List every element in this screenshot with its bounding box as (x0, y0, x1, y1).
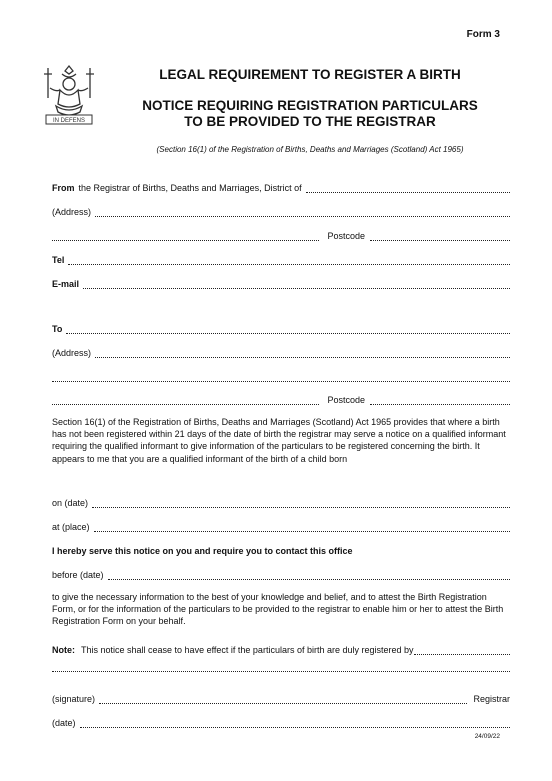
from-label: From (52, 183, 75, 193)
to-address-line-3-field[interactable] (52, 395, 319, 405)
royal-crest-icon (38, 62, 100, 130)
from-postcode-row (52, 229, 510, 241)
signature-field[interactable] (99, 694, 467, 704)
purpose-paragraph: to give the necessary information to the best of your knowledge and belief, and to attest the Birth Registration Form, or for the information of the particulars to be provided to the registrar to enable him or her to attest the Birth Registration Form on your behalf. (52, 592, 504, 627)
from-address-line-2-field[interactable] (52, 231, 319, 241)
at-place-label: at (place) (52, 522, 90, 532)
crest-motto: IN DEFENS (52, 118, 86, 124)
email-field[interactable] (83, 279, 510, 289)
notice-heading-line-2: TO BE PROVIDED TO THE REGISTRAR (184, 114, 436, 129)
from-postcode-field[interactable] (370, 231, 510, 241)
before-date-row (52, 568, 510, 580)
registered-by-date-field[interactable] (414, 645, 510, 655)
to-address-line-2-row (52, 370, 510, 382)
to-postcode-row (52, 393, 510, 405)
to-name-field[interactable] (66, 324, 510, 334)
from-district-row (52, 181, 510, 193)
signature-date-field[interactable] (80, 718, 510, 728)
note-continuation-field[interactable] (52, 662, 510, 672)
before-date-label: before (date) (52, 570, 104, 580)
date-label: (date) (52, 718, 76, 728)
email-label: E-mail (52, 279, 80, 289)
district-field[interactable] (306, 183, 510, 193)
notice-heading (110, 98, 510, 130)
to-row (52, 322, 510, 334)
from-postcode-label: Postcode (327, 231, 365, 241)
birth-place-row (52, 520, 510, 532)
statute-paragraph: Section 16(1) of the Registration of Births, Deaths and Marriages (Scotland) Act 1965 provides that where a birth has not been registered within 21 days of the date of birth the registrar may serve a notice on a qualified informant requiring the qualified informant to give information of the particulars to be registered concerning the birth. It appears to me that you are a qualified informant of the birth of a child born (52, 417, 506, 464)
to-postcode-label: Postcode (327, 395, 365, 405)
before-date-field[interactable] (108, 570, 510, 580)
email-row (52, 277, 510, 289)
birth-date-field[interactable] (92, 498, 510, 508)
from-text: the Registrar of Births, Deaths and Marriages, District of (78, 183, 302, 193)
revision-date: 24/09/22 (474, 733, 500, 740)
to-address-label: (Address) (52, 348, 92, 358)
page-title: LEGAL REQUIREMENT TO REGISTER A BIRTH (159, 67, 461, 82)
statute-citation: (Section 16(1) of the Registration of Births, Deaths and Marriages (Scotland) Act 1965) (156, 145, 464, 154)
tel-label: Tel (52, 255, 65, 265)
note-label: Note: (52, 645, 75, 655)
note-text: This notice shall cease to have effect if the particulars of birth are duly registered by (81, 645, 414, 655)
to-address-line-2-field[interactable] (52, 372, 510, 382)
birth-date-row (52, 496, 510, 508)
signature-label: (signature) (52, 694, 96, 704)
to-label: To (52, 324, 63, 334)
from-address-label: (Address) (52, 207, 92, 217)
to-address-row (52, 346, 510, 358)
registrar-label: Registrar (473, 694, 510, 704)
signature-row (52, 692, 510, 704)
form-number: Form 3 (466, 29, 500, 40)
note-row (52, 643, 510, 655)
to-postcode-field[interactable] (370, 395, 510, 405)
birth-place-field[interactable] (94, 522, 510, 532)
date-row (52, 716, 510, 728)
tel-row (52, 253, 510, 265)
on-date-label: on (date) (52, 498, 89, 508)
to-address-field[interactable] (95, 348, 510, 358)
from-address-row (52, 205, 510, 217)
notice-heading-line-1: NOTICE REQUIRING REGISTRATION PARTICULARS (142, 98, 478, 113)
tel-field[interactable] (68, 255, 510, 265)
note-continuation-row (52, 660, 510, 672)
from-address-field[interactable] (95, 207, 510, 217)
serve-notice-statement: I hereby serve this notice on you and require you to contact this office (52, 546, 353, 556)
